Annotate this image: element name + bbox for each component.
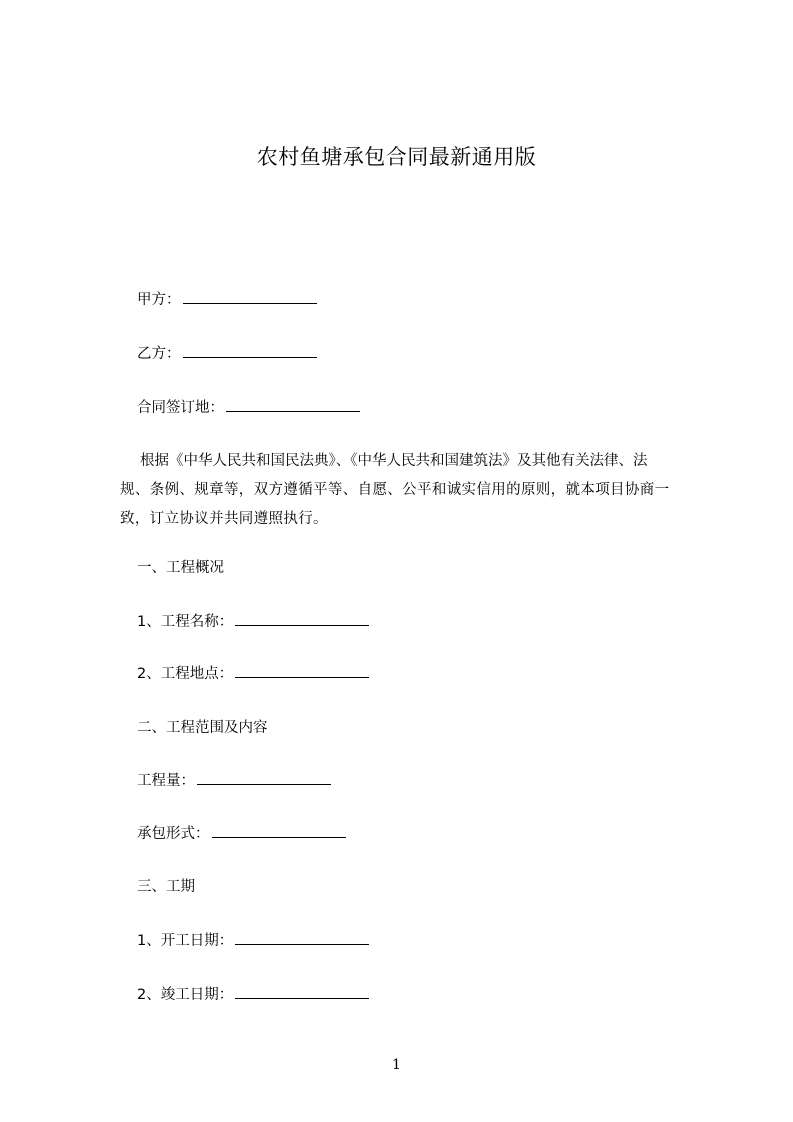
signing-place-blank[interactable] xyxy=(226,399,360,412)
preamble-line: 根据《中华人民共和国民法典》、《中华人民共和国建筑法》及其他有关法律、法 xyxy=(140,453,648,469)
start-date-line xyxy=(137,931,369,951)
party-b-blank[interactable] xyxy=(183,345,317,358)
party-a-blank[interactable] xyxy=(183,291,317,304)
party-b-label: 乙方： xyxy=(137,346,181,362)
quantity-label: 工程量： xyxy=(137,773,195,789)
project-location-blank[interactable] xyxy=(235,665,369,678)
project-location-line xyxy=(137,664,369,684)
section2-heading: 二、工程范围及内容 xyxy=(137,720,268,736)
quantity-line xyxy=(137,771,331,791)
contract-form-blank[interactable] xyxy=(212,825,346,838)
section1-heading: 一、工程概况 xyxy=(137,560,224,576)
signing-place-label: 合同签订地： xyxy=(137,400,224,416)
completion-date-blank[interactable] xyxy=(235,986,369,999)
party-b-line xyxy=(137,344,317,364)
party-a-line xyxy=(137,290,317,310)
contract-form-label: 承包形式： xyxy=(137,826,210,842)
page-number: 1 xyxy=(392,1057,401,1073)
completion-date-line xyxy=(137,985,369,1005)
quantity-blank[interactable] xyxy=(197,772,331,785)
contract-form-line xyxy=(137,824,346,844)
project-name-blank[interactable] xyxy=(235,613,369,626)
project-location-label: 2、工程地点： xyxy=(137,666,234,682)
document-title: 农村鱼塘承包合同最新通用版 xyxy=(256,145,537,169)
project-name-label: 1、工程名称： xyxy=(137,614,234,630)
signing-place-line xyxy=(137,398,360,418)
project-name-line xyxy=(137,612,369,632)
start-date-blank[interactable] xyxy=(235,932,369,945)
start-date-label: 1、开工日期： xyxy=(137,933,234,949)
completion-date-label: 2、竣工日期： xyxy=(137,987,234,1003)
preamble-line: 规、条例、规章等，双方遵循平等、自愿、公平和诚实信用的原则，就本项目协商一 xyxy=(120,482,670,498)
party-a-label: 甲方： xyxy=(137,292,181,308)
preamble-paragraph xyxy=(120,447,703,534)
section3-heading: 三、工期 xyxy=(137,879,195,895)
preamble-line: 致，订立协议并共同遵照执行。 xyxy=(120,511,328,527)
